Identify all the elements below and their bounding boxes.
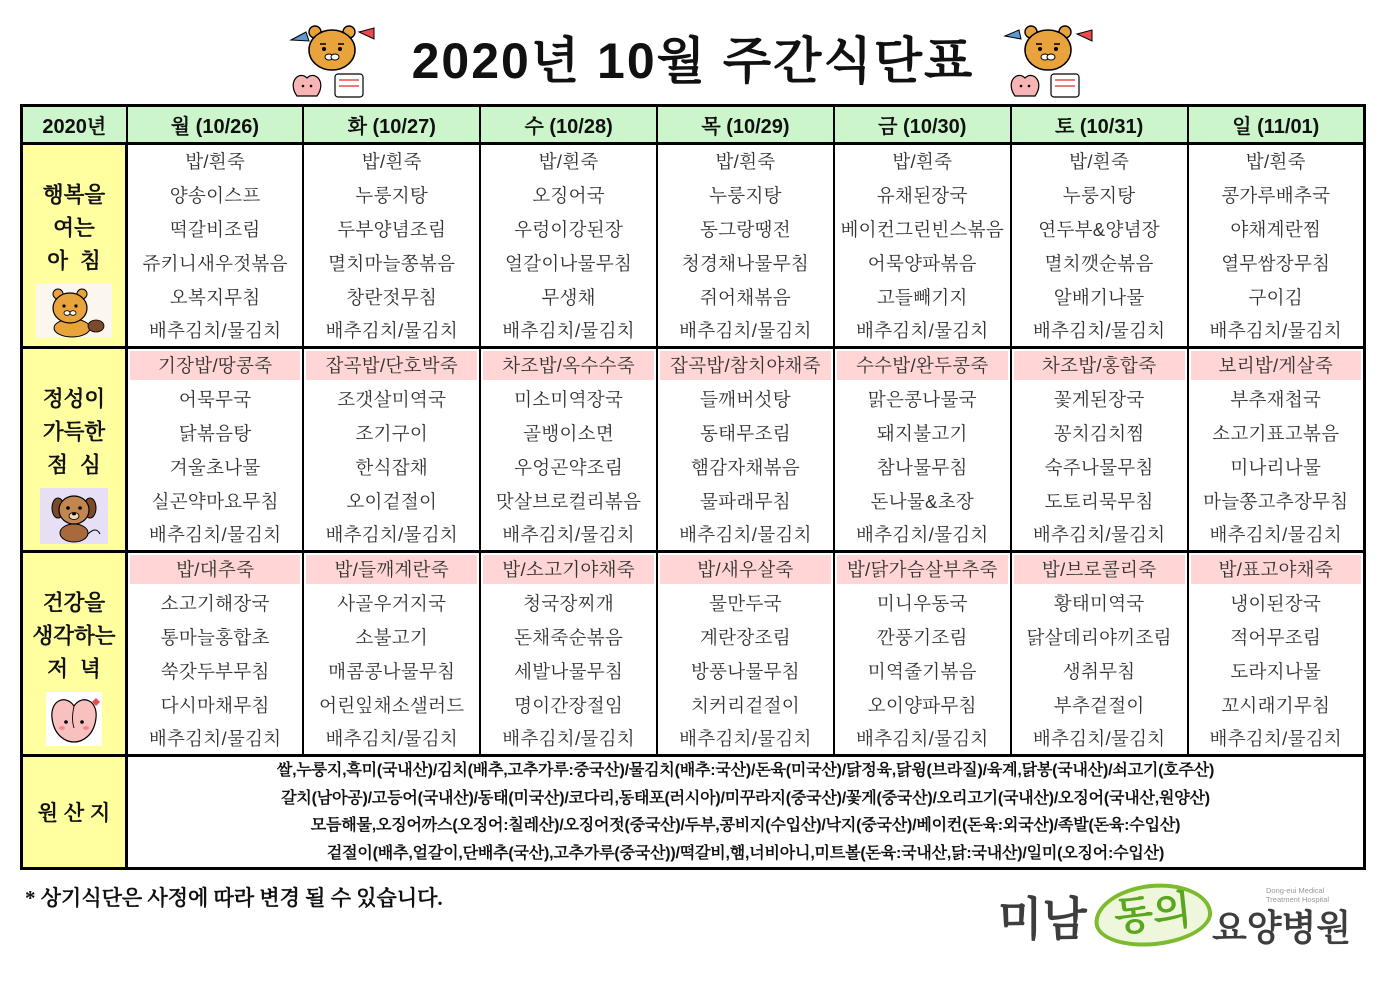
menu-item-wed: 배추김치/물김치 xyxy=(480,722,657,756)
menu-item-mon: 배추김치/물김치 xyxy=(127,518,304,552)
origin-line: 겉절이(배추,얼갈이,단배추(국산),고추가루(중국산))/떡갈비,햄,너비아니,미트볼(돈육:국내산,닭:국내산)/일미(오징어:수입산) xyxy=(326,844,1165,862)
menu-item-wed: 명이간장절임 xyxy=(480,688,657,722)
menu-item-mon: 다시마채무침 xyxy=(127,688,304,722)
lunch-row xyxy=(22,450,1365,484)
menu-item-thu: 물파래무침 xyxy=(657,484,834,518)
menu-item-mon: 양송이스프 xyxy=(127,178,304,212)
page-title: 2020년 10월 주간식단표 xyxy=(411,33,975,89)
menu-item-mon: 밥/흰죽 xyxy=(127,144,304,178)
breakfast-row xyxy=(22,246,1365,280)
menu-item-fri: 베이컨그린빈스볶음 xyxy=(834,212,1011,246)
menu-item-sat: 도토리묵무침 xyxy=(1011,484,1188,518)
menu-item-mon: 실곤약마요무침 xyxy=(127,484,304,518)
menu-item-thu: 햄감자채볶음 xyxy=(657,450,834,484)
lunch-label-line: 가득한 xyxy=(42,420,106,444)
lunch-row xyxy=(22,348,1365,382)
day-header-tue: 화 (10/27) xyxy=(303,106,480,144)
menu-item-mon: 배추김치/물김치 xyxy=(127,722,304,756)
menu-item-sat: 닭살데리야끼조림 xyxy=(1011,620,1188,654)
origin-line: 갈치(남아공)/고등어(국내산)/동태(미국산)/코다리,동태포(러시아)/미꾸라지(중국산)/꽃게(중국산)/오리고기(국내산)/오징어(국내산,원양산) xyxy=(281,789,1210,807)
logo-english-line: Treatment Hospital xyxy=(1266,895,1330,904)
menu-item-tue: 밥/흰죽 xyxy=(303,144,480,178)
year-header: 2020년 xyxy=(22,106,127,144)
menu-item-thu: 밥/흰죽 xyxy=(657,144,834,178)
menu-item-thu: 배추김치/물김치 xyxy=(657,518,834,552)
menu-item-sun: 열무쌈장무침 xyxy=(1188,246,1365,280)
dinner-row xyxy=(22,722,1365,756)
menu-item-sun: 미나리나물 xyxy=(1188,450,1365,484)
menu-item-thu: 쥐어채볶음 xyxy=(657,280,834,314)
breakfast-row xyxy=(22,178,1365,212)
menu-item-tue: 두부양념조림 xyxy=(303,212,480,246)
menu-item-sat: 알배기나물 xyxy=(1011,280,1188,314)
lunch-row xyxy=(22,484,1365,518)
menu-item-sun: 콩가루배추국 xyxy=(1188,178,1365,212)
menu-item-sat: 밥/브로콜리죽 xyxy=(1011,552,1188,586)
menu-item-fri: 미역줄기볶음 xyxy=(834,654,1011,688)
menu-item-sun: 구이김 xyxy=(1188,280,1365,314)
hospital-logo xyxy=(998,880,1362,955)
dinner-label-line: 건강을 xyxy=(42,591,106,615)
menu-item-thu: 배추김치/물김치 xyxy=(657,314,834,348)
dinner-row xyxy=(22,620,1365,654)
menu-item-fri: 밥/닭가슴살부추죽 xyxy=(834,552,1011,586)
dinner-row xyxy=(22,688,1365,722)
logo-green-swoosh xyxy=(1091,878,1215,952)
menu-item-tue: 잡곡밥/단호박죽 xyxy=(303,348,480,382)
menu-item-wed: 우렁이강된장 xyxy=(480,212,657,246)
menu-item-thu: 동태무조림 xyxy=(657,416,834,450)
menu-item-thu: 물만두국 xyxy=(657,586,834,620)
origin-line: 모듬해물,오징어까스(오징어:칠레산)/오징어젓(중국산)/두부,콩비지(수입산)/낙지(중국산)/베이컨(돈육:외국산)/족발(돈육:수입산) xyxy=(310,817,1181,835)
menu-item-tue: 멸치마늘쫑볶음 xyxy=(303,246,480,280)
menu-item-wed: 돈채죽순볶음 xyxy=(480,620,657,654)
lunch-label-line: 점 심 xyxy=(47,453,101,477)
menu-item-wed: 세발나물무침 xyxy=(480,654,657,688)
menu-item-mon: 통마늘홍합초 xyxy=(127,620,304,654)
menu-item-sat: 누룽지탕 xyxy=(1011,178,1188,212)
menu-item-sun: 꼬시래기무침 xyxy=(1188,688,1365,722)
day-header-thu: 목 (10/29) xyxy=(657,106,834,144)
menu-item-tue: 배추김치/물김치 xyxy=(303,722,480,756)
menu-item-tue: 매콤콩나물무침 xyxy=(303,654,480,688)
menu-item-sun: 배추김치/물김치 xyxy=(1188,518,1365,552)
menu-item-thu: 계란장조림 xyxy=(657,620,834,654)
breakfast-label xyxy=(22,144,127,348)
menu-item-tue: 누룽지탕 xyxy=(303,178,480,212)
menu-item-mon: 겨울초나물 xyxy=(127,450,304,484)
menu-item-wed: 골뱅이소면 xyxy=(480,416,657,450)
menu-item-wed: 배추김치/물김치 xyxy=(480,518,657,552)
menu-item-sat: 연두부&양념장 xyxy=(1011,212,1188,246)
menu-item-tue: 창란젓무침 xyxy=(303,280,480,314)
menu-item-mon: 오복지무침 xyxy=(127,280,304,314)
menu-item-thu: 잡곡밥/참치야채죽 xyxy=(657,348,834,382)
breakfast-row xyxy=(22,314,1365,348)
logo-text-right: 요양병원 xyxy=(1212,907,1352,948)
menu-item-sat: 멸치깻순볶음 xyxy=(1011,246,1188,280)
menu-item-sat: 밥/흰죽 xyxy=(1011,144,1188,178)
menu-item-wed: 밥/흰죽 xyxy=(480,144,657,178)
menu-item-mon: 기장밥/땅콩죽 xyxy=(127,348,304,382)
menu-item-fri: 참나물무침 xyxy=(834,450,1011,484)
menu-item-mon: 밥/대추죽 xyxy=(127,552,304,586)
menu-item-mon: 어묵무국 xyxy=(127,382,304,416)
lunch-row xyxy=(22,518,1365,552)
menu-item-fri: 유채된장국 xyxy=(834,178,1011,212)
menu-item-tue: 소불고기 xyxy=(303,620,480,654)
ryan-apeach-cheer-icon xyxy=(285,20,382,102)
menu-item-thu: 들깨버섯탕 xyxy=(657,382,834,416)
day-header-sun: 일 (11/01) xyxy=(1188,106,1365,144)
menu-item-sat: 배추김치/물김치 xyxy=(1011,314,1188,348)
menu-item-sat: 생취무침 xyxy=(1011,654,1188,688)
menu-item-thu: 누룽지탕 xyxy=(657,178,834,212)
dinner-label xyxy=(22,552,127,756)
menu-item-wed: 무생채 xyxy=(480,280,657,314)
dinner-label-line: 생각하는 xyxy=(32,624,116,648)
menu-item-sat: 꽃게된장국 xyxy=(1011,382,1188,416)
menu-item-fri: 돼지불고기 xyxy=(834,416,1011,450)
menu-item-sun: 소고기표고볶음 xyxy=(1188,416,1365,450)
menu-item-sun: 밥/흰죽 xyxy=(1188,144,1365,178)
day-header-fri: 금 (10/30) xyxy=(834,106,1011,144)
day-header-sat: 토 (10/31) xyxy=(1011,106,1188,144)
menu-item-wed: 밥/소고기야채죽 xyxy=(480,552,657,586)
menu-item-fri: 배추김치/물김치 xyxy=(834,722,1011,756)
menu-item-thu: 동그랑땡전 xyxy=(657,212,834,246)
menu-item-tue: 조기구이 xyxy=(303,416,480,450)
menu-item-fri: 고들빼기지 xyxy=(834,280,1011,314)
menu-item-mon: 배추김치/물김치 xyxy=(127,314,304,348)
menu-item-mon: 떡갈비조림 xyxy=(127,212,304,246)
ryan-apeach-cheer-icon xyxy=(1001,20,1098,102)
frodo-character-icon xyxy=(36,488,112,542)
menu-item-tue: 조갯살미역국 xyxy=(303,382,480,416)
menu-item-tue: 배추김치/물김치 xyxy=(303,518,480,552)
menu-item-thu: 치커리겉절이 xyxy=(657,688,834,722)
menu-item-wed: 오징어국 xyxy=(480,178,657,212)
dinner-label-line: 저 녁 xyxy=(47,657,101,681)
menu-item-wed: 청국장찌개 xyxy=(480,586,657,620)
weekly-menu-table xyxy=(20,104,1366,870)
logo-english-text xyxy=(1266,886,1329,904)
day-header-wed: 수 (10/28) xyxy=(480,106,657,144)
breakfast-label-line: 여는 xyxy=(53,216,95,240)
menu-change-notice: * 상기식단은 사정에 따라 변경 될 수 있습니다. xyxy=(25,886,443,910)
menu-item-sun: 야채계란찜 xyxy=(1188,212,1365,246)
logo-text-middle: 동의 xyxy=(1112,888,1194,940)
menu-item-fri: 밥/흰죽 xyxy=(834,144,1011,178)
menu-item-sat: 부추겉절이 xyxy=(1011,688,1188,722)
menu-item-sat: 숙주나물무침 xyxy=(1011,450,1188,484)
dinner-row xyxy=(22,552,1365,586)
menu-item-sat: 배추김치/물김치 xyxy=(1011,722,1188,756)
apeach-character-icon xyxy=(36,692,112,746)
menu-item-tue: 배추김치/물김치 xyxy=(303,314,480,348)
menu-item-mon: 소고기해장국 xyxy=(127,586,304,620)
menu-item-wed: 맛살브로컬리볶음 xyxy=(480,484,657,518)
breakfast-label-line: 아 침 xyxy=(47,249,101,273)
origin-list xyxy=(127,756,1365,869)
menu-item-sat: 배추김치/물김치 xyxy=(1011,518,1188,552)
menu-item-fri: 깐풍기조림 xyxy=(834,620,1011,654)
menu-item-fri: 미니우동국 xyxy=(834,586,1011,620)
dinner-row xyxy=(22,586,1365,620)
menu-item-wed: 우엉곤약조림 xyxy=(480,450,657,484)
menu-item-tue: 사골우거지국 xyxy=(303,586,480,620)
menu-item-mon: 닭볶음탕 xyxy=(127,416,304,450)
origin-row xyxy=(22,756,1365,869)
menu-item-tue: 한식잡채 xyxy=(303,450,480,484)
dinner-row xyxy=(22,654,1365,688)
menu-item-thu: 청경채나물무침 xyxy=(657,246,834,280)
breakfast-row xyxy=(22,280,1365,314)
menu-item-wed: 차조밥/옥수수죽 xyxy=(480,348,657,382)
origin-label: 원 산 지 xyxy=(22,756,127,869)
menu-item-fri: 오이양파무침 xyxy=(834,688,1011,722)
menu-item-fri: 맑은콩나물국 xyxy=(834,382,1011,416)
menu-item-fri: 돈나물&초장 xyxy=(834,484,1011,518)
menu-item-fri: 어묵양파볶음 xyxy=(834,246,1011,280)
menu-item-sun: 밥/표고야채죽 xyxy=(1188,552,1365,586)
day-header-mon: 월 (10/26) xyxy=(127,106,304,144)
lunch-label xyxy=(22,348,127,552)
menu-item-wed: 얼갈이나물무침 xyxy=(480,246,657,280)
menu-item-mon: 쑥갓두부무침 xyxy=(127,654,304,688)
menu-item-mon: 쥬키니새우젓볶음 xyxy=(127,246,304,280)
menu-item-thu: 방풍나물무침 xyxy=(657,654,834,688)
header-row xyxy=(22,106,1365,144)
menu-item-sun: 마늘쫑고추장무침 xyxy=(1188,484,1365,518)
menu-item-sun: 보리밥/게살죽 xyxy=(1188,348,1365,382)
menu-item-wed: 미소미역장국 xyxy=(480,382,657,416)
menu-item-sat: 차조밥/홍합죽 xyxy=(1011,348,1188,382)
menu-item-sun: 배추김치/물김치 xyxy=(1188,722,1365,756)
breakfast-row xyxy=(22,144,1365,178)
breakfast-row xyxy=(22,212,1365,246)
menu-item-tue: 밥/들깨계란죽 xyxy=(303,552,480,586)
menu-item-sat: 꽁치김치찜 xyxy=(1011,416,1188,450)
menu-item-thu: 밥/새우살죽 xyxy=(657,552,834,586)
menu-item-sun: 적어무조림 xyxy=(1188,620,1365,654)
lunch-row xyxy=(22,382,1365,416)
menu-item-tue: 어린잎채소샐러드 xyxy=(303,688,480,722)
menu-item-fri: 배추김치/물김치 xyxy=(834,518,1011,552)
logo-text-left: 미남 xyxy=(998,893,1087,945)
breakfast-label-line: 행복을 xyxy=(42,183,106,207)
menu-item-fri: 수수밥/완두콩죽 xyxy=(834,348,1011,382)
menu-item-thu: 배추김치/물김치 xyxy=(657,722,834,756)
ryan-character-icon xyxy=(36,284,112,338)
menu-item-sun: 부추재첩국 xyxy=(1188,382,1365,416)
menu-item-sat: 황태미역국 xyxy=(1011,586,1188,620)
menu-item-sun: 도라지나물 xyxy=(1188,654,1365,688)
menu-item-fri: 배추김치/물김치 xyxy=(834,314,1011,348)
lunch-row xyxy=(22,416,1365,450)
lunch-label-line: 정성이 xyxy=(42,387,106,411)
origin-line: 쌀,누룽지,흑미(국내산)/김치(배추,고추가루:중국산)/물김치(배추:국산)/돈육(미국산)/닭정육,닭윙(브라질)/육계,닭봉(국내산)/쇠고기(호주산) xyxy=(276,762,1215,779)
menu-item-sun: 배추김치/물김치 xyxy=(1188,314,1365,348)
menu-item-sun: 냉이된장국 xyxy=(1188,586,1365,620)
logo-english-line: Dong-eui Medical xyxy=(1266,886,1325,895)
menu-item-tue: 오이겉절이 xyxy=(303,484,480,518)
menu-item-wed: 배추김치/물김치 xyxy=(480,314,657,348)
